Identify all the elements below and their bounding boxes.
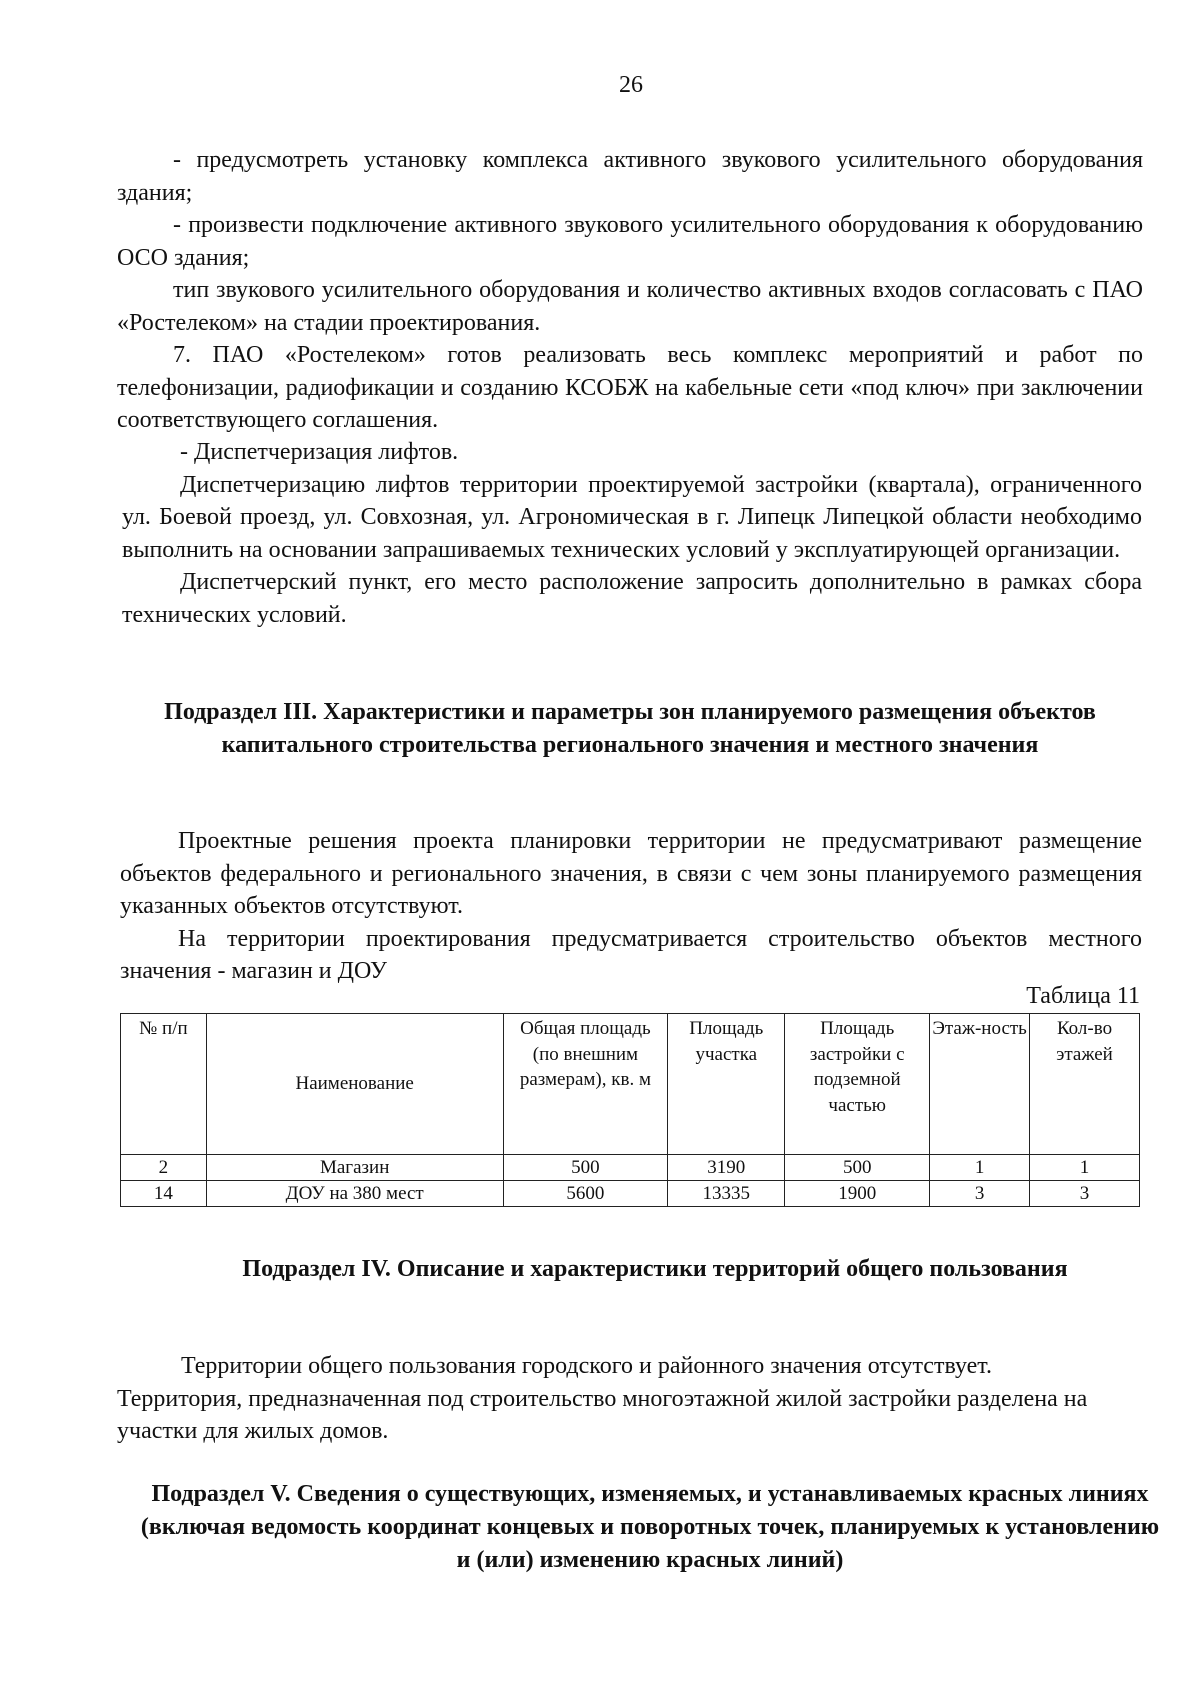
- paragraph: тип звукового усилительного оборудования и количество активных входов согласовать с ПАО «Ростелеком» на стадии проектирования.: [117, 277, 1143, 336]
- paragraph: Территории общего пользования городского и районного значения отсутствует.: [181, 1353, 992, 1379]
- cell-num: 2: [121, 1155, 207, 1181]
- paragraph: На территории проектирования предусматривается строительство объектов местного значения - магазин и ДОУ: [120, 925, 1142, 984]
- cell-name: Магазин: [206, 1155, 503, 1181]
- header-num: № п/п: [121, 1014, 207, 1155]
- cell-floors-type: 1: [930, 1155, 1030, 1181]
- cell-floors-type: 3: [930, 1181, 1030, 1207]
- cell-total-area: 500: [503, 1155, 668, 1181]
- cell-built-area: 1900: [785, 1181, 930, 1207]
- cell-plot-area: 13335: [668, 1181, 785, 1207]
- paragraph: Диспетчерский пункт, его место расположение запросить дополнительно в рамках сбора технических условий.: [122, 569, 1142, 628]
- paragraph: - Диспетчеризация лифтов.: [180, 439, 459, 465]
- header-plot-area: Площадь участка: [668, 1014, 785, 1155]
- cell-num: 14: [121, 1181, 207, 1207]
- paragraph: Диспетчеризацию лифтов территории проектируемой застройки (квартала), ограниченного ул. Боевой проезд, ул. Совхозная, ул. Агрономическая в г. Липецк Липецкой области необходимо выполнить на основании запрашиваемых технических условий у эксплуатирующей организации.: [122, 471, 1142, 563]
- section-a: [117, 144, 1143, 437]
- cell-floors-count: 3: [1030, 1181, 1140, 1207]
- subsection-5-title: Подраздел V. Сведения о существующих, изменяемых, и устанавливаемых красных линиях (включая ведомость координат концевых и поворотных точек, планируемых к установлению и (или) изменению красных линий): [140, 1481, 1160, 1573]
- cell-name: ДОУ на 380 мест: [206, 1181, 503, 1207]
- subsection-3-body: [120, 825, 1142, 988]
- paragraph: - произвести подключение активного звукового усилительного оборудования к оборудованию ОСО здания;: [117, 212, 1143, 271]
- table-caption: Таблица 11: [1026, 983, 1140, 1009]
- subsection-4-body: [117, 1350, 1167, 1448]
- page-number: 26: [619, 72, 643, 98]
- paragraph: Проектные решения проекта планировки территории не предусматривают размещение объектов федерального и регионального значения, в связи с чем зоны планируемого размещения указанных объектов отсутствуют.: [120, 828, 1142, 919]
- header-built-area: Площадь застройки с подземной частью: [785, 1014, 930, 1155]
- subsection-4-title: Подраздел IV. Описание и характеристики территорий общего пользования: [242, 1256, 1068, 1282]
- table-row: [121, 1181, 1140, 1207]
- header-floors-count: Кол-во этажей: [1030, 1014, 1140, 1155]
- section-b: [122, 436, 1142, 631]
- header-floors-type: Этаж-ность: [930, 1014, 1030, 1155]
- table-11: [120, 1013, 1140, 1207]
- cell-total-area: 5600: [503, 1181, 668, 1207]
- table-row: [121, 1155, 1140, 1181]
- header-name: Наименование: [206, 1014, 503, 1155]
- subsection-3-title: Подраздел III. Характеристики и параметры зон планируемого размещения объектов капитального строительства регионального значения и местного значения: [164, 699, 1096, 758]
- paragraph: 7. ПАО «Ростелеком» готов реализовать весь комплекс мероприятий и работ по телефонизации, радиофикации и созданию КСОБЖ на кабельные сети «под ключ» при заключении соответствующего соглашения.: [117, 342, 1143, 433]
- cell-plot-area: 3190: [668, 1155, 785, 1181]
- header-total-area: Общая площадь (по внешним размерам), кв. м: [503, 1014, 668, 1155]
- paragraph: - предусмотреть установку комплекса активного звукового усилительного оборудования здания;: [117, 147, 1143, 206]
- paragraph: Территория, предназначенная под строительство многоэтажной жилой застройки разделена на участки для жилых домов.: [117, 1385, 1088, 1444]
- cell-floors-count: 1: [1030, 1155, 1140, 1181]
- cell-built-area: 500: [785, 1155, 930, 1181]
- table-header-row: [121, 1014, 1140, 1155]
